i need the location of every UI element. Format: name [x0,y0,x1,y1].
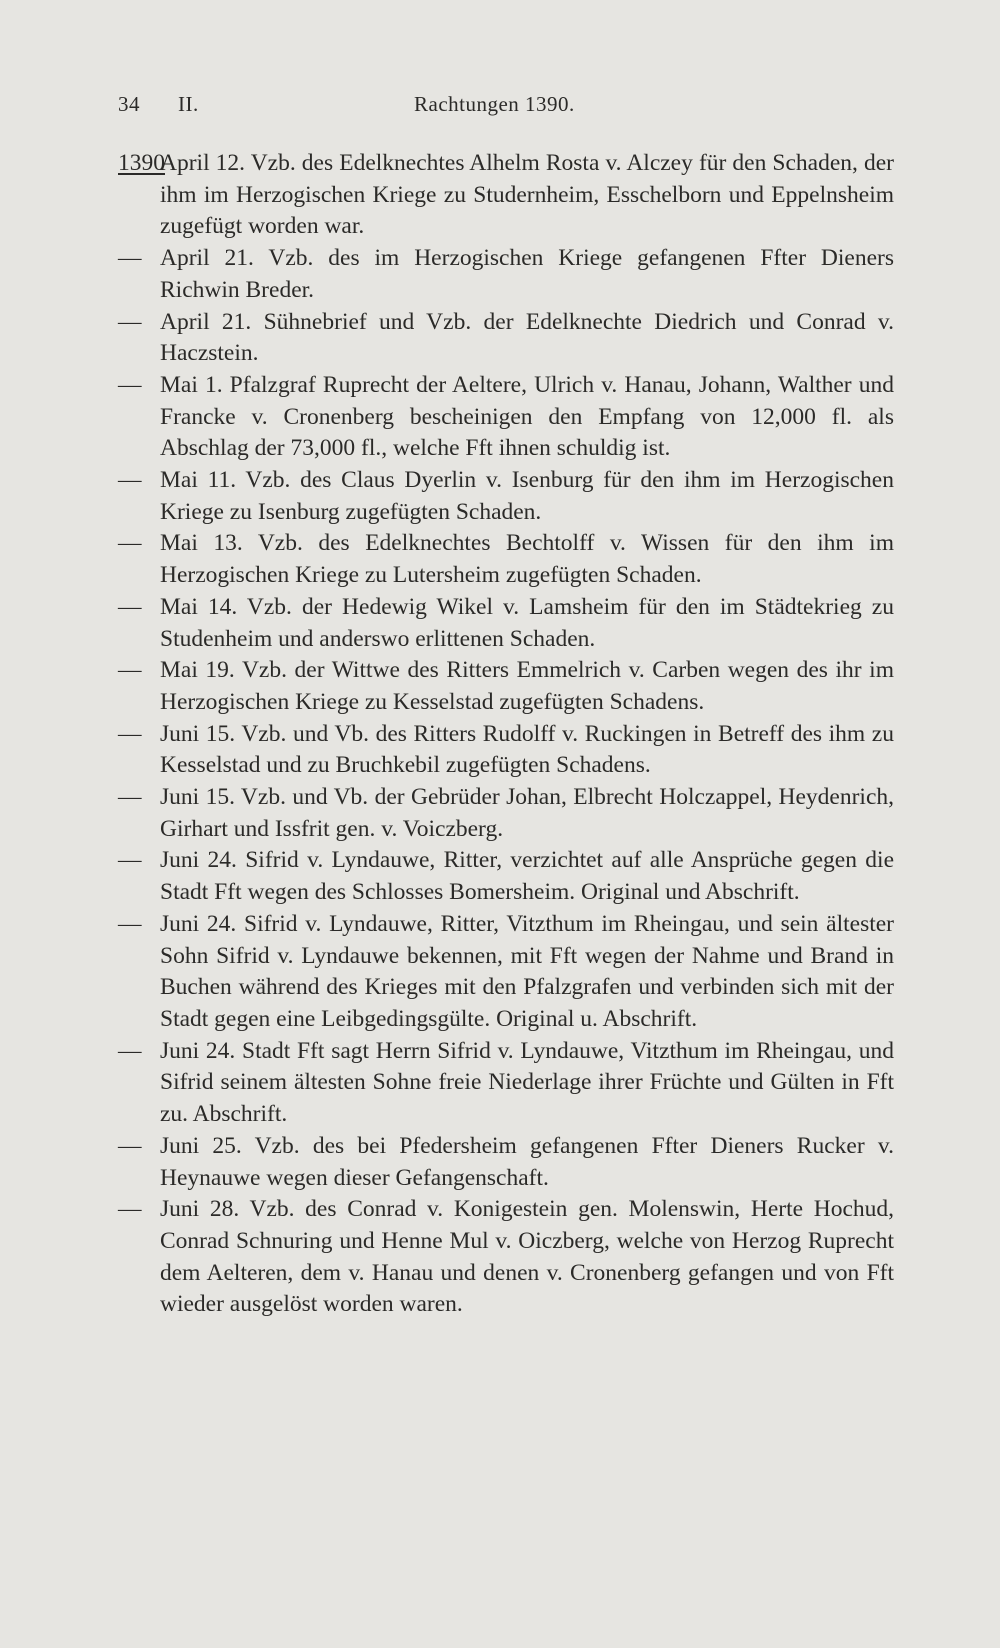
entry [118,370,894,465]
entry-dash: — [118,1037,142,1064]
entry-text: Mai 19. Vzb. der Wittwe des Ritters Emmelrich v. Carben wegen des ihr im Herzogischen Kriege zu Kesselstad zugefügten Schadens. [160,657,894,715]
entry-dash: — [118,1132,142,1159]
entry-text: Mai 14. Vzb. der Hedewig Wikel v. Lamsheim für den im Städtekrieg zu Studenheim und anderswo erlittenen Schaden. [160,593,894,652]
entry-text: Juni 28. Vzb. des Conrad v. Konigestein gen. Molenswin, Herte Hochud, Conrad Schnuring und Henne Mul v. Oiczberg, welche von Herzog Ruprecht dem Aelteren, dem v. Hanau und denen v. Cronenberg gefangen und von Fft wieder ausgelöst worden waren. [160,1196,894,1318]
page-header [118,92,880,124]
entry-dash: — [118,371,142,398]
section-number: II. [178,92,199,116]
entry [118,592,894,655]
entry [118,148,894,243]
entry-text: Juni 24. Sifrid v. Lyndauwe, Ritter, Vitzthum im Rheingau, und sein ältester Sohn Sifrid v. Lyndauwe bekennen, mit Fft wegen der Nahme und Brand in Buchen während des Krieges mit den Pfalzgrafen und verbinden sich mit der Stadt gegen eine Leibgedingsgülte. Original u. Abschrift. [160,910,894,1032]
entry-dash: — [118,657,142,684]
page-number: 34 [118,92,140,116]
entry-text: Juni 15. Vzb. und Vb. des Ritters Rudolff v. Ruckingen in Betreff des ihm zu Kesselstad und zu Bruchkebil zugefügten Schadens. [160,720,894,779]
entry [118,243,894,306]
entry-text: Mai 13. Vzb. des Edelknechtes Bechtolff v. Wissen für den ihm im Herzogischen Kriege zu Lutersheim zugefügten Schaden. [160,530,894,589]
entries-list [118,148,894,1321]
entry-text: April 21. Sühnebrief und Vzb. der Edelknechte Diedrich und Conrad v. Haczstein. [160,308,894,367]
entry-dash: — [118,720,142,747]
entry [118,465,894,528]
entry-text: Juni 15. Vzb. und Vb. der Gebrüder Johan, Elbrecht Holczappel, Heydenrich, Girhart und Issfrit gen. v. Voiczberg. [160,784,894,842]
entry-text: Mai 11. Vzb. des Claus Dyerlin v. Isenburg für den ihm im Herzogischen Kriege zu Isenburg zugefügten Schaden. [160,467,894,525]
entry [118,845,894,908]
entry-dash: — [118,910,142,937]
entry-text: Juni 25. Vzb. des bei Pfedersheim gefangenen Ffter Dieners Rucker v. Heynauwe wegen dieser Gefangenschaft. [160,1132,894,1191]
entry [118,655,894,718]
entry-dash: — [118,593,142,620]
entry-dash: — [118,784,142,811]
entry-year: 1390 [118,150,165,176]
entry-text: April 21. Vzb. des im Herzogischen Kriege gefangenen Ffter Dieners Richwin Breder. [160,245,894,303]
entry-text: Juni 24. Sifrid v. Lyndauwe, Ritter, verzichtet auf alle Ansprüche gegen die Stadt Fft wegen des Schlosses Bomersheim. Original und Abschrift. [160,847,894,906]
entry-dash: — [118,308,142,335]
entry [118,1131,894,1194]
entry-dash: — [118,1196,142,1223]
entry [118,782,894,845]
entry-text: April 12. Vzb. des Edelknechtes Alhelm Rosta v. Alczey für den Schaden, der ihm im Herzogischen Kriege zu Studernheim, Esschelborn und Eppelnsheim zugefügt worden war. [160,150,894,240]
running-title: Rachtungen 1390. [414,92,575,116]
entry-dash: — [118,245,142,272]
entry [118,1194,894,1321]
entry [118,909,894,1036]
entry [118,1036,894,1131]
entry-text: Juni 24. Stadt Fft sagt Herrn Sifrid v. Lyndauwe, Vitzthum im Rheingau, und Sifrid seinem ältesten Sohne freie Niederlage ihrer Früchte und Gülten in Fft zu. Abschrift. [160,1037,894,1128]
entry [118,307,894,370]
entry [118,719,894,782]
entry-dash: — [118,530,142,557]
entry-dash: — [118,467,142,494]
entry-text: Mai 1. Pfalzgraf Ruprecht der Aeltere, Ulrich v. Hanau, Johann, Walther und Francke v. Cronenberg bescheinigen den Empfang von 12,000 fl. als Abschlag der 73,000 fl., welche Fft ihnen schuldig ist. [160,371,894,462]
entry [118,528,894,591]
entry-dash: — [118,847,142,874]
